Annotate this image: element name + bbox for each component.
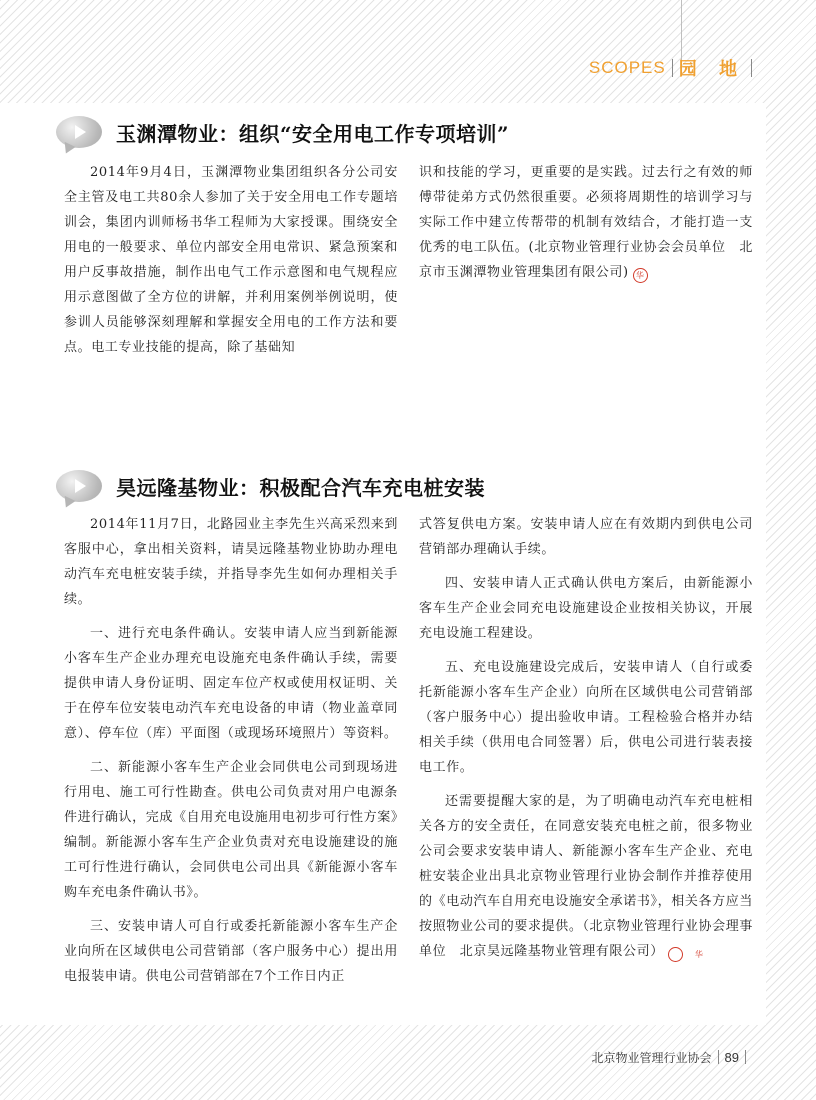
header-separator: [672, 59, 673, 77]
page-header: [589, 56, 758, 80]
paragraph: 式答复供电方案。安装申请人应在有效期内到供电公司营销部办理确认手续。: [419, 517, 753, 557]
paragraph: 五、充电设施建设完成后，安装申请人（自行或委托新能源小客车生产企业）向所在区域供电公司营销部（客户服务中心）提出验收申请。工程检验合格并办结相关手续（供用电合同签署）后，供电公司进行装表接电工作。: [419, 660, 753, 775]
section-label-cn: 园 地: [678, 59, 745, 80]
paragraph: [419, 789, 753, 964]
paragraph: 二、新能源小客车生产企业会同供电公司到现场进行用电、施工可行性勘查。供电公司负责对用户电源条件进行确认，完成《自用充电设施用电初步可行性方案》编制。新能源小客车生产企业负责对充电设施建设的施工可行性进行确认，会同供电公司出具《新能源小客车购车充电条件确认书》。: [64, 760, 398, 900]
play-bubble-icon: [56, 116, 102, 148]
paragraph: 2014年11月7日，北路园业主李先生兴高采烈来到客服中心，拿出相关资料，请昊远隆基物业协助办理电动汽车充电桩安装手续，并指导李先生如何办理相关手续。: [64, 517, 398, 607]
footer-separator: [718, 1050, 719, 1064]
article2-heading: [56, 468, 485, 504]
article2-title: 昊远隆基物业：积极配合汽车充电桩安装: [116, 475, 485, 500]
article2-column-2: [419, 512, 753, 964]
header-separator-end: [751, 59, 752, 77]
paragraph: 四、安装申请人正式确认供电方案后，由新能源小客车生产企业会同充电设施建设企业按相关协议，开展充电设施工程建设。: [419, 576, 753, 641]
article1-heading: [56, 114, 509, 150]
article1-title: 玉渊潭物业：组织“安全用电工作专项培训”: [116, 121, 510, 146]
paragraph: [419, 160, 753, 285]
article1-column-1: [64, 160, 398, 360]
paragraph-text: 还需要提醒大家的是，为了明确电动汽车充电桩相关各方的安全责任，在同意安装充电桩之前，很多物业公司会要求安装申请人、新能源小客车生产企业、充电桩安装企业出具北京物业管理行业协会制作并推荐使用的《电动汽车自用充电设施安全承诺书》，相关各方应当按照物业公司的要求提供。（北京物业管理行业协会理事单位 北京昊远隆基物业管理有限公司）: [419, 794, 753, 959]
paragraph: 三、安装申请人可自行或委托新能源小客车生产企业向所在区域供电公司营销部（客户服务中心）提出用电报装申请。供电公司营销部在7个工作日内正: [64, 919, 398, 984]
footer-separator-end: [745, 1050, 746, 1064]
footer-org: 北京物业管理行业协会: [591, 1050, 712, 1065]
paragraph: 2014年9月4日，玉渊潭物业集团组织各分公司安全主管及电工共80余人参加了关于安全用电工作专题培训会，集团内训师杨书华工程师为大家授课。围绕安全用电的一般要求、单位内部安全用电常识、紧急预案和用户反事故措施，制作出电气工作示意图和电气规程应用示意图做了全方位的讲解，并利用案例举例说明，使参训人员能够深刻理解和掌握安全用电的工作方法和要点。电工专业技能的提高，除了基础知: [64, 165, 398, 355]
page-footer: [592, 1046, 752, 1068]
stamp-icon: 华: [668, 947, 683, 962]
article1-column-2: [419, 160, 753, 285]
section-label-en: SCOPES: [588, 58, 666, 77]
page-number: 89: [724, 1049, 739, 1065]
paragraph-text: 识和技能的学习，更重要的是实践。过去行之有效的师傅带徒弟方式仍然很重要。必须将周期性的培训学习与实际工作中建立传帮带的机制有效结合，才能打造一支优秀的电工队伍。(北京物业管理行业协会会员单位 北京市玉渊潭物业管理集团有限公司): [419, 165, 753, 280]
stamp-icon: 华: [633, 268, 648, 283]
article2-column-1: [64, 512, 398, 989]
paragraph: 一、进行充电条件确认。安装申请人应当到新能源小客车生产企业办理充电设施充电条件确认手续，需要提供申请人身份证明、固定车位产权或使用权证明、关于在停车位安装电动汽车充电设备的申请（物业盖章同意）、停车位（库）平面图（或现场环境照片）等资料。: [64, 626, 398, 741]
play-bubble-icon: [56, 470, 102, 502]
